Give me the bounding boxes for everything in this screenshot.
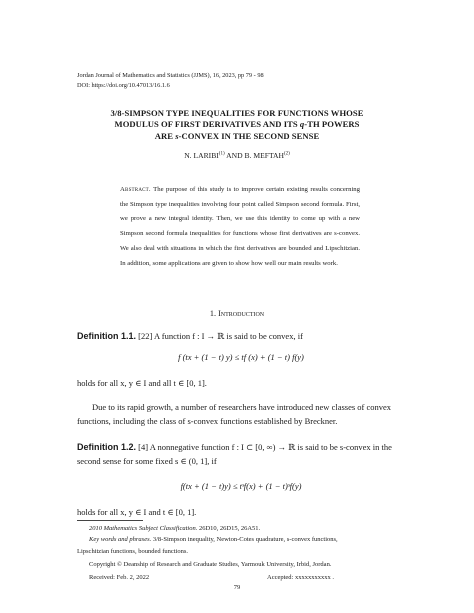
- author-2: AND B. MEFTAH: [224, 151, 284, 160]
- authors: [60, 151, 414, 160]
- definition-2-label: Definition 1.2.: [77, 442, 137, 452]
- definition-1-text: [22] A function f : I → ℝ is said to be convex, if: [136, 331, 303, 341]
- msc-codes: 26D10, 26D15, 26A51.: [197, 525, 261, 532]
- title-line-2: [60, 119, 414, 130]
- abstract-label: Abstract.: [120, 186, 151, 193]
- footnote-divider: [77, 520, 143, 521]
- doi-line: DOI: https://doi.org/10.47013/16.1.6: [77, 82, 170, 89]
- footnote-copyright: Copyright © Deanship of Research and Graduate Studies, Yarmouk University, Irbid, Jordan.: [89, 561, 332, 568]
- growth-paragraph: Due to its rapid growth, a number of researchers have introduced new classes of convex functions, including the class of s-convex functions established by Breckner.: [77, 402, 392, 426]
- definition-1-label: Definition 1.1.: [77, 331, 137, 341]
- footnote-keywords: [77, 534, 407, 546]
- abstract: [120, 183, 360, 271]
- footnote-keywords-cont: Lipschitzian functions, bounded functions.: [77, 548, 189, 555]
- msc-label: 2010 Mathematics Subject Classification.: [89, 525, 198, 532]
- definition-1: [77, 329, 405, 343]
- author-2-affil: (2): [283, 151, 290, 157]
- title-line-2a: MODULUS OF FIRST DERIVATIVES AND ITS: [114, 119, 300, 130]
- title-line-2b: -TH POWERS: [304, 119, 360, 130]
- title-line-3a: ARE: [154, 130, 176, 141]
- keywords-text: 3/8-Simpson inequality, Newton-Cotes quadrature, s-convex functions,: [151, 536, 338, 543]
- section-heading: 1. Introduction: [209, 309, 265, 318]
- title-s: s: [175, 130, 179, 141]
- equation-s-convex: f(tx + (1 − t)y) ≤ tˢf(x) + (1 − t)ˢf(y): [180, 481, 302, 491]
- page-number: 79: [233, 584, 241, 591]
- author-1: N. LARIBI: [184, 151, 219, 160]
- title-line-1: 3/8-SIMPSON TYPE INEQUALITIES FOR FUNCTIONS WHOSE: [110, 108, 364, 118]
- definition-2: [77, 440, 405, 468]
- journal-citation: Jordan Journal of Mathematics and Statistics (JJMS), 16, 2023, pp 79 - 98: [77, 72, 264, 79]
- title-line-3b: -CONVEX IN THE SECOND SENSE: [178, 130, 320, 141]
- received-date: Received: Feb. 2, 2022: [89, 574, 150, 581]
- accepted-date: Accepted: xxxxxxxxxxx .: [267, 574, 334, 581]
- definition-1-condition: holds for all x, y ∈ I and all t ∈ [0, 1].: [77, 378, 207, 388]
- footnote-dates: [77, 572, 407, 584]
- title-q: q: [299, 119, 305, 130]
- title-line-3: [60, 131, 414, 142]
- definition-2-condition: holds for all x, y ∈ I and t ∈ [0, 1].: [77, 507, 197, 517]
- keywords-label: Key words and phrases.: [89, 536, 152, 543]
- abstract-text: The purpose of this study is to improve certain existing results concerning the Simpson type inequalities involving four point called Simpson second formula. First, we prove a new integral identity. Then, we use this identity to come up with a new Simpson second formula inequalities for functions whose first derivatives are s-convex. We also deal with situations in which the first derivatives are bounded and Lipschitzian. In addition, some applications are given to show how well our main results work.: [120, 186, 360, 267]
- definition-2-text: [4] A nonnegative function f : I ⊂ [0, ∞) → ℝ is said to be s-convex in the second sense for some fixed s ∈ (0, 1], if: [77, 442, 392, 466]
- author-1-affil: (1): [218, 151, 225, 157]
- equation-convex: f (tx + (1 − t) y) ≤ tf (x) + (1 − t) f(y): [178, 352, 304, 362]
- paper-title: [60, 108, 414, 142]
